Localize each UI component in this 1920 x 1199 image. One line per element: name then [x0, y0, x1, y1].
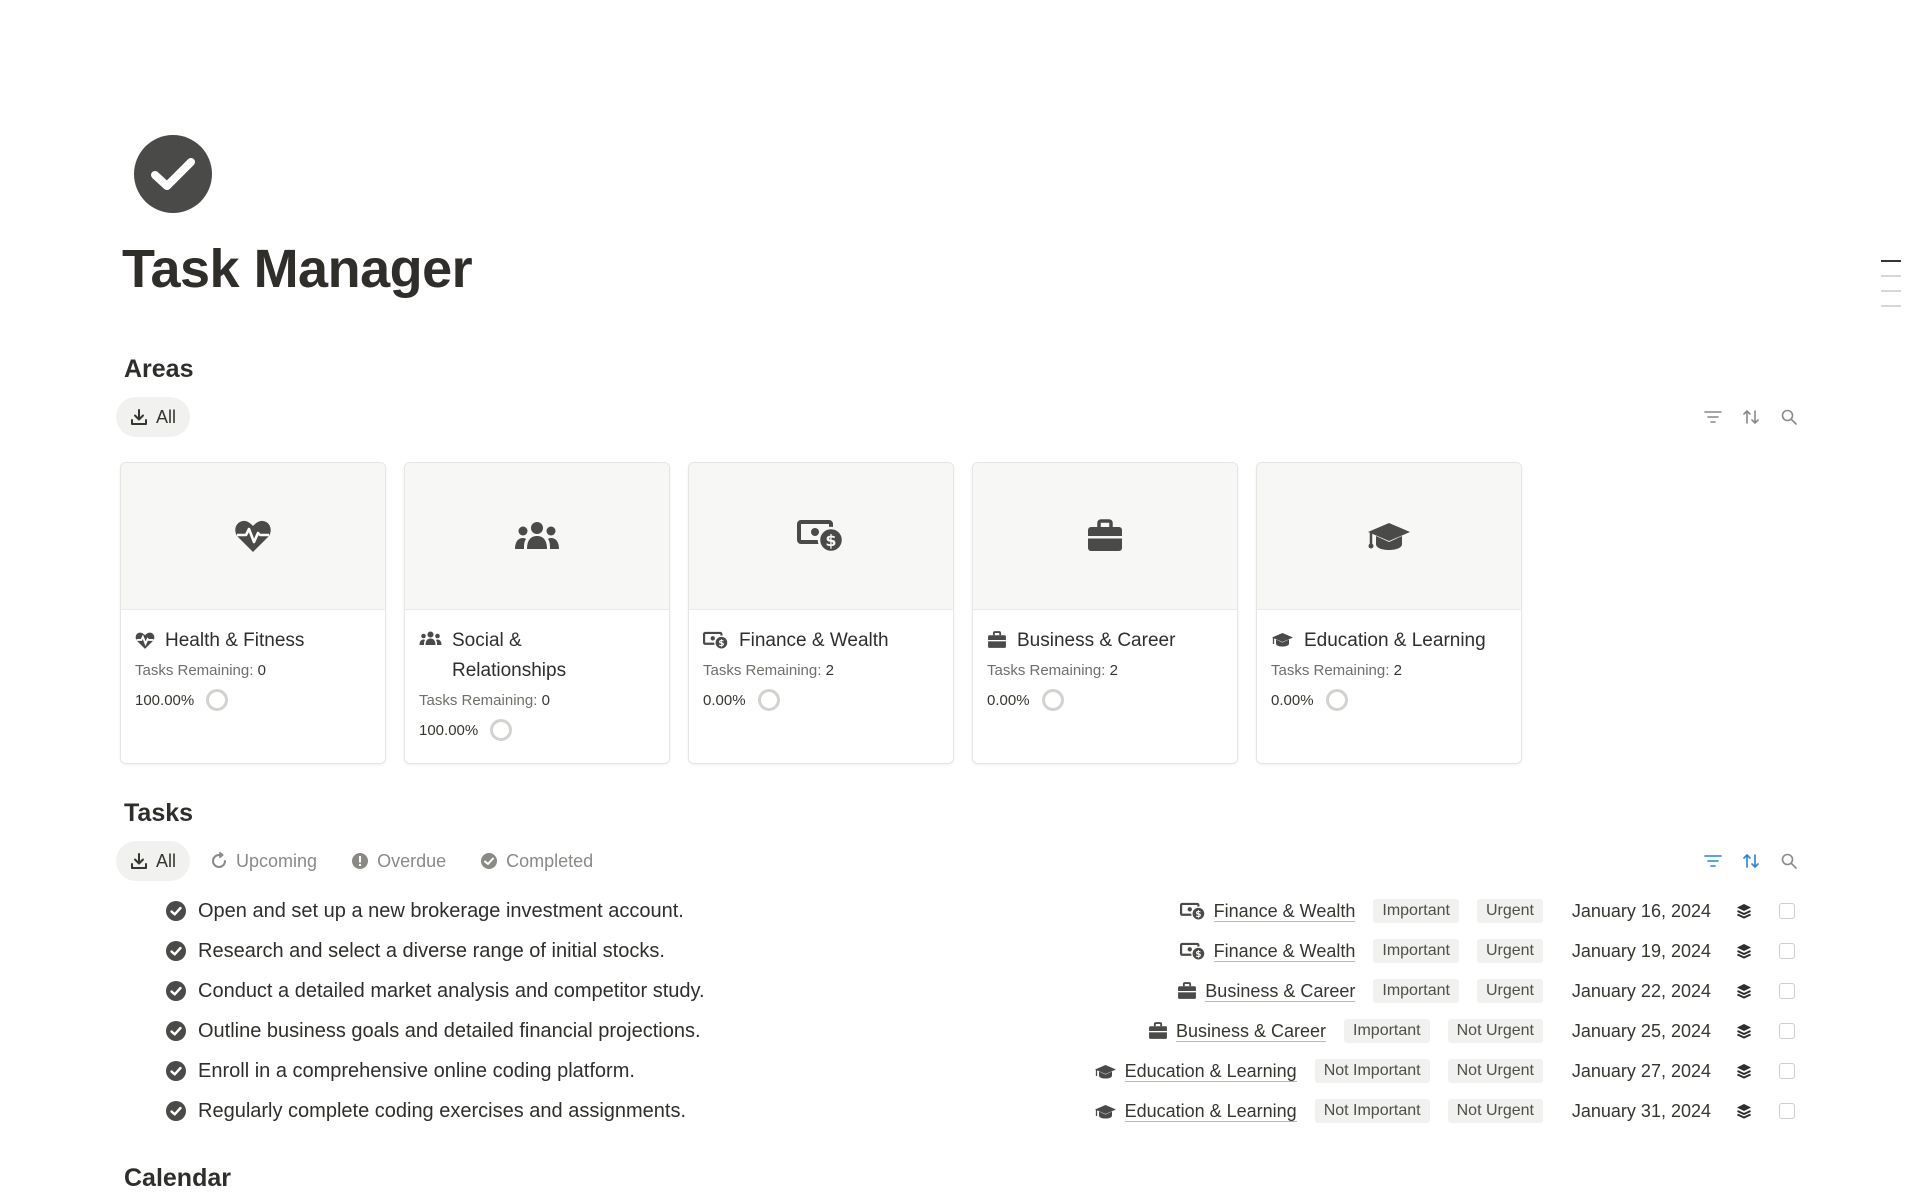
progress-ring — [758, 689, 780, 711]
task-properties — [1148, 1011, 1800, 1051]
layers-icon[interactable] — [1729, 896, 1759, 926]
heartbeat-icon — [135, 631, 155, 650]
area-name: Business & Career — [1175, 1020, 1327, 1041]
task-title[interactable]: Open and set up a new brokerage investment account. — [198, 899, 684, 922]
svg-text:$: $ — [1195, 909, 1202, 920]
task-area-link[interactable] — [1094, 1061, 1297, 1082]
task-checkbox[interactable] — [1779, 983, 1795, 999]
task-title-cell[interactable] — [166, 940, 665, 963]
due-date[interactable]: January 27, 2024 — [1571, 1060, 1711, 1081]
task-row[interactable] — [120, 1091, 1800, 1131]
svg-text:$: $ — [1195, 949, 1202, 960]
importance-tag[interactable]: Important — [1373, 899, 1459, 923]
people-icon — [514, 521, 560, 551]
card-cover — [405, 463, 669, 610]
check-circle-icon — [480, 852, 498, 870]
card-title: Business & Career — [1017, 630, 1176, 651]
layers-icon[interactable] — [1729, 936, 1759, 966]
area-card[interactable] — [972, 462, 1238, 764]
task-title-cell[interactable] — [166, 1100, 686, 1123]
briefcase-icon — [1086, 519, 1124, 553]
task-title[interactable]: Enroll in a comprehensive online coding platform. — [198, 1059, 635, 1082]
layers-icon[interactable] — [1729, 1016, 1759, 1046]
task-title[interactable]: Outline business goals and detailed financial projections. — [198, 1019, 701, 1042]
card-cover — [689, 463, 953, 610]
people-icon — [419, 631, 442, 646]
card-title: Education & Learning — [1304, 630, 1486, 651]
task-title-cell[interactable] — [166, 980, 705, 1003]
importance-tag[interactable]: Important — [1344, 1019, 1430, 1043]
sort-icon[interactable] — [1740, 406, 1762, 428]
table-of-contents[interactable] — [1881, 260, 1903, 320]
remaining-label: Tasks Remaining: — [987, 662, 1106, 679]
money-icon — [797, 519, 845, 553]
urgency-tag[interactable]: Not Urgent — [1448, 1059, 1543, 1083]
graduation-cap-icon — [1094, 1063, 1117, 1080]
check-circle-icon — [166, 981, 186, 1001]
task-checkbox[interactable] — [1779, 1063, 1795, 1079]
task-checkbox[interactable] — [1779, 1103, 1795, 1119]
checkmark-circle-icon[interactable] — [134, 135, 212, 213]
card-title: Social & Relationships — [452, 630, 567, 681]
areas-view-bar — [116, 397, 1800, 437]
due-date[interactable]: January 19, 2024 — [1571, 940, 1711, 961]
task-title-cell[interactable] — [166, 1020, 701, 1043]
task-checkbox[interactable] — [1779, 943, 1795, 959]
graduation-cap-icon — [1366, 519, 1412, 553]
tab-label: Overdue — [377, 850, 447, 871]
tasks-tab-upcoming[interactable] — [196, 841, 331, 881]
task-area-link[interactable] — [1148, 1021, 1326, 1042]
task-area-link[interactable] — [1180, 941, 1356, 962]
money-icon — [703, 631, 729, 650]
task-checkbox[interactable] — [1779, 903, 1795, 919]
areas-gallery — [120, 462, 1522, 764]
download-icon — [130, 852, 148, 870]
refresh-icon — [210, 852, 228, 870]
remaining-count: 0 — [257, 662, 266, 679]
area-card[interactable] — [688, 462, 954, 764]
filter-icon[interactable] — [1702, 850, 1724, 872]
areas-tools — [1702, 397, 1800, 437]
remaining-label: Tasks Remaining: — [1271, 662, 1390, 679]
area-name: Education & Learning — [1124, 1100, 1297, 1121]
check-circle-icon — [166, 1101, 186, 1121]
money-icon — [1180, 902, 1206, 921]
filter-icon[interactable] — [1702, 406, 1724, 428]
sort-icon[interactable] — [1740, 850, 1762, 872]
remaining-count: 2 — [825, 662, 834, 679]
task-row[interactable] — [120, 891, 1800, 931]
check-circle-icon — [166, 941, 186, 961]
card-cover — [1257, 463, 1521, 610]
area-card[interactable] — [1256, 462, 1522, 764]
remaining-label: Tasks Remaining: — [419, 692, 538, 709]
money-icon — [1180, 942, 1206, 961]
urgency-tag[interactable]: Not Urgent — [1448, 1099, 1543, 1123]
tab-label: All — [156, 406, 177, 427]
importance-tag[interactable]: Not Important — [1315, 1059, 1430, 1083]
layers-icon[interactable] — [1729, 1096, 1759, 1126]
areas-tab-all[interactable] — [116, 397, 190, 437]
urgency-tag[interactable]: Urgent — [1477, 939, 1543, 963]
exclamation-icon — [351, 852, 369, 870]
toc-mark[interactable] — [1881, 260, 1901, 262]
due-date[interactable]: January 31, 2024 — [1571, 1100, 1711, 1121]
tasks-tab-completed[interactable] — [466, 841, 607, 881]
check-circle-icon — [166, 1061, 186, 1081]
area-card[interactable] — [404, 462, 670, 764]
task-list — [120, 891, 1800, 1131]
importance-tag[interactable]: Important — [1373, 979, 1459, 1003]
task-row[interactable] — [120, 931, 1800, 971]
remaining-count: 0 — [541, 692, 550, 709]
graduation-cap-icon — [1094, 1103, 1117, 1120]
task-title[interactable]: Conduct a detailed market analysis and competitor study. — [198, 979, 705, 1002]
task-title-cell[interactable] — [166, 1060, 635, 1083]
area-name: Education & Learning — [1124, 1060, 1297, 1081]
progress-ring — [206, 689, 228, 711]
progress-ring — [1326, 689, 1348, 711]
area-name: Finance & Wealth — [1213, 940, 1356, 961]
check-circle-icon — [166, 901, 186, 921]
svg-text:$: $ — [825, 531, 837, 550]
tasks-view-bar — [116, 841, 1800, 881]
card-cover — [121, 463, 385, 610]
due-date[interactable]: January 25, 2024 — [1571, 1020, 1711, 1041]
page-title: Task Manager — [122, 239, 473, 299]
tab-label: All — [156, 850, 177, 871]
svg-text:$: $ — [718, 638, 725, 649]
toc-mark[interactable] — [1881, 275, 1901, 277]
layers-icon[interactable] — [1729, 1056, 1759, 1086]
toc-mark[interactable] — [1881, 290, 1901, 292]
briefcase-icon — [1177, 982, 1197, 1000]
due-date[interactable]: January 22, 2024 — [1571, 980, 1711, 1001]
remaining-label: Tasks Remaining: — [135, 662, 254, 679]
urgency-tag[interactable]: Urgent — [1477, 899, 1543, 923]
urgency-tag[interactable]: Not Urgent — [1448, 1019, 1543, 1043]
task-area-link[interactable] — [1177, 981, 1355, 1002]
calendar-heading: Calendar — [124, 1164, 231, 1192]
tab-label: Upcoming — [236, 850, 318, 871]
task-area-link[interactable] — [1094, 1101, 1297, 1122]
progress-percent: 0.00% — [987, 691, 1030, 709]
heartbeat-icon — [234, 518, 272, 554]
card-title: Health & Fitness — [165, 630, 305, 651]
remaining-count: 2 — [1393, 662, 1402, 679]
progress-ring — [490, 719, 512, 741]
areas-heading: Areas — [124, 355, 194, 383]
task-title[interactable]: Regularly complete coding exercises and assignments. — [198, 1099, 687, 1122]
tasks-tab-overdue[interactable] — [337, 841, 460, 881]
task-row[interactable] — [120, 971, 1800, 1011]
task-properties — [1094, 1091, 1800, 1131]
tasks-tools — [1702, 841, 1800, 881]
task-area-link[interactable] — [1180, 901, 1356, 922]
importance-tag[interactable]: Not Important — [1315, 1099, 1430, 1123]
remaining-label: Tasks Remaining: — [703, 662, 822, 679]
due-date[interactable]: January 16, 2024 — [1571, 900, 1711, 921]
briefcase-icon — [1148, 1022, 1168, 1040]
toc-mark[interactable] — [1881, 305, 1901, 307]
progress-ring — [1042, 689, 1064, 711]
search-icon[interactable] — [1778, 406, 1800, 428]
graduation-cap-icon — [1271, 631, 1294, 648]
area-name: Finance & Wealth — [1213, 900, 1356, 921]
check-circle-icon — [166, 1021, 186, 1041]
tasks-heading: Tasks — [124, 799, 194, 827]
task-checkbox[interactable] — [1779, 1023, 1795, 1039]
task-row[interactable] — [120, 1011, 1800, 1051]
area-name: Business & Career — [1205, 980, 1356, 1001]
task-properties — [1177, 971, 1800, 1011]
progress-percent: 100.00% — [419, 721, 479, 739]
card-cover — [973, 463, 1237, 610]
download-icon — [130, 408, 148, 426]
task-row[interactable] — [120, 1051, 1800, 1091]
progress-percent: 100.00% — [135, 691, 195, 709]
briefcase-icon — [987, 631, 1007, 649]
area-card[interactable] — [120, 462, 386, 764]
search-icon[interactable] — [1778, 850, 1800, 872]
tasks-tab-all[interactable] — [116, 841, 190, 881]
urgency-tag[interactable]: Urgent — [1477, 979, 1543, 1003]
card-title: Finance & Wealth — [739, 630, 889, 651]
task-title[interactable]: Research and select a diverse range of initial stocks. — [198, 939, 665, 962]
task-properties — [1180, 931, 1800, 971]
task-properties — [1180, 891, 1800, 931]
task-title-cell[interactable] — [166, 900, 684, 923]
tab-label: Completed — [506, 850, 594, 871]
progress-percent: 0.00% — [703, 691, 746, 709]
remaining-count: 2 — [1109, 662, 1118, 679]
progress-percent: 0.00% — [1271, 691, 1314, 709]
layers-icon[interactable] — [1729, 976, 1759, 1006]
task-properties — [1094, 1051, 1800, 1091]
importance-tag[interactable]: Important — [1373, 939, 1459, 963]
